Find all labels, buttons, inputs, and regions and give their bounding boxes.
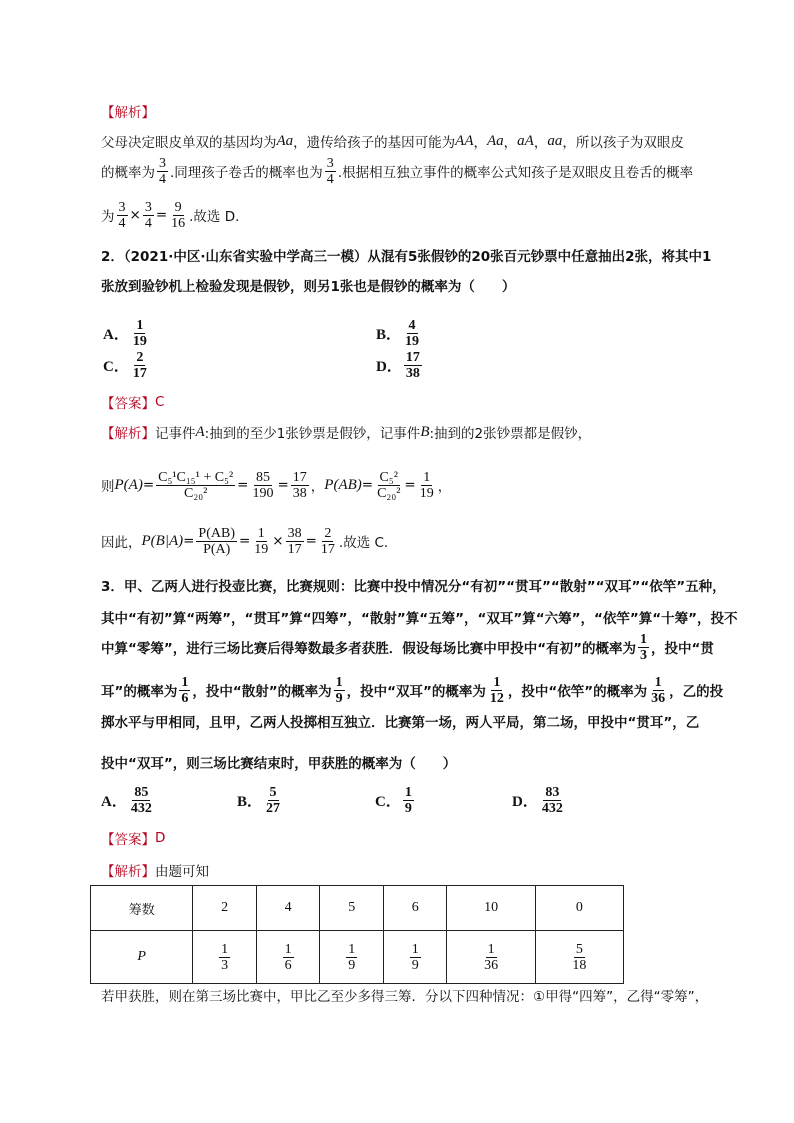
denominator: 27 bbox=[266, 801, 281, 816]
numerator: 38 bbox=[287, 525, 302, 541]
text-line-q2-l1 bbox=[101, 240, 711, 270]
text: 的概率为 bbox=[101, 165, 155, 181]
text-line-q3-l3 bbox=[101, 632, 714, 662]
q3-option-b bbox=[237, 785, 284, 816]
section-label: D bbox=[155, 830, 166, 846]
text: 2．（2021·中区·山东省实验中学高三一模）从混有5张假钞的20张百元钞票中任意抽出2张，将其中1 bbox=[101, 249, 712, 265]
denominator: 19 bbox=[405, 334, 420, 349]
fraction bbox=[143, 200, 154, 231]
fraction bbox=[403, 318, 421, 349]
numerator: 85 bbox=[255, 469, 270, 485]
fraction bbox=[418, 470, 436, 501]
text: 由题可知 bbox=[155, 864, 209, 880]
fraction bbox=[638, 632, 649, 663]
table-cell: 4 bbox=[256, 886, 320, 931]
denominator: 432 bbox=[541, 801, 563, 816]
denominator: 4 bbox=[144, 215, 152, 231]
text: ，所以孩子为双眼皮 bbox=[562, 135, 684, 151]
text: ，投中“双耳”的概率为 bbox=[346, 684, 486, 700]
numerator: 2 bbox=[324, 525, 332, 541]
text: ， bbox=[473, 135, 487, 151]
math-expression: P(AB) bbox=[324, 476, 362, 493]
text: .根据相互独立事件的概率公式知孩子是双眼皮且卷舌的概率 bbox=[337, 165, 694, 181]
text: × bbox=[129, 207, 141, 223]
numerator: 1 bbox=[404, 785, 412, 800]
denominator: 18 bbox=[572, 957, 587, 973]
denominator: 9 bbox=[335, 690, 343, 706]
option-label: C． bbox=[103, 359, 129, 375]
text: ，乙的投 bbox=[669, 684, 724, 700]
denominator: 36 bbox=[484, 957, 499, 973]
text: = bbox=[277, 477, 289, 493]
denominator: 17 bbox=[287, 541, 302, 557]
denominator: 3 bbox=[640, 647, 647, 663]
option-label: A． bbox=[101, 794, 127, 810]
numerator: 1 bbox=[348, 941, 356, 957]
math-expression: P(B|A) bbox=[141, 532, 184, 549]
text: .故选 D. bbox=[189, 209, 240, 225]
denominator: 19 bbox=[254, 541, 269, 557]
text: 张放到验钞机上检验发现是假钞，则另1张也是假钞的概率为（ ） bbox=[101, 279, 516, 295]
numerator: 9 bbox=[174, 199, 182, 215]
text-line-q2-an3 bbox=[101, 526, 388, 556]
fraction bbox=[410, 942, 421, 973]
denominator: 12 bbox=[489, 690, 504, 706]
fraction bbox=[291, 470, 309, 501]
denominator: 9 bbox=[411, 957, 419, 973]
fraction bbox=[325, 156, 336, 187]
denominator: 17 bbox=[320, 541, 335, 557]
text-line-q3-an1 bbox=[101, 855, 209, 885]
fraction bbox=[252, 526, 270, 557]
section-label: 【解析】 bbox=[101, 426, 155, 442]
denominator: 9 bbox=[348, 957, 356, 973]
fraction bbox=[169, 200, 187, 231]
text: ， bbox=[437, 479, 452, 495]
fraction bbox=[219, 942, 230, 973]
numerator: 1 bbox=[136, 318, 144, 333]
section-label: C bbox=[155, 394, 165, 410]
text: = bbox=[404, 477, 416, 493]
text: = bbox=[183, 533, 195, 549]
q2-option-b bbox=[376, 318, 423, 349]
denominator: 9 bbox=[404, 801, 412, 816]
table-cell bbox=[193, 931, 257, 984]
fraction bbox=[250, 470, 275, 501]
numerator: 3 bbox=[144, 199, 152, 215]
math-expression: B bbox=[420, 423, 430, 440]
text: .故选 C. bbox=[338, 535, 389, 551]
math-expression: P(A) bbox=[114, 476, 143, 493]
text-line-q3-l2 bbox=[101, 602, 737, 632]
text: = bbox=[305, 533, 317, 549]
fraction bbox=[346, 942, 357, 973]
section-label: 【解析】 bbox=[101, 105, 155, 121]
text: 为 bbox=[101, 209, 115, 225]
math-expression: aa bbox=[547, 132, 563, 149]
text: 记事件 bbox=[155, 426, 196, 442]
text-line-q3-ans bbox=[101, 823, 165, 853]
numerator: 1 bbox=[181, 674, 189, 690]
section-label: 【答案】 bbox=[101, 396, 155, 412]
denominator: 190 bbox=[252, 485, 274, 501]
fraction bbox=[179, 675, 190, 706]
numerator: 1 bbox=[423, 469, 431, 485]
fraction bbox=[131, 318, 149, 349]
text-line-q3-l1 bbox=[101, 570, 726, 600]
numerator: 3 bbox=[159, 155, 166, 171]
numerator: 2 bbox=[136, 350, 144, 365]
table-row bbox=[91, 886, 624, 931]
numerator: 5 bbox=[269, 785, 277, 800]
fraction bbox=[319, 526, 337, 557]
fraction bbox=[264, 785, 282, 816]
table-row bbox=[91, 931, 624, 984]
denominator: 4 bbox=[159, 171, 166, 187]
text-line-q3-l5 bbox=[101, 706, 699, 736]
q3-option-c bbox=[375, 785, 416, 816]
denominator: 19 bbox=[419, 485, 434, 501]
text: 其中“有初”算“两筹”，“贯耳”算“四筹”，“散射”算“五筹”，“双耳”算“六筹”，“依竿”算“十筹”，投不 bbox=[101, 611, 738, 627]
denominator: 38 bbox=[405, 366, 420, 381]
section-label: 【解析】 bbox=[101, 864, 155, 880]
table-cell: 2 bbox=[193, 886, 257, 931]
fraction bbox=[129, 785, 154, 816]
option-label: D． bbox=[512, 794, 538, 810]
option-label: A． bbox=[103, 327, 129, 343]
q2-option-c bbox=[103, 350, 151, 381]
numerator: 1 bbox=[284, 941, 292, 957]
table-cell bbox=[383, 931, 447, 984]
section-label: 【答案】 bbox=[101, 832, 155, 848]
text: 耳”的概率为 bbox=[101, 684, 178, 700]
denominator: 6 bbox=[284, 957, 292, 973]
text: 若甲获胜，则在第三场比赛中，甲比乙至少多得三筹．分以下四种情况：①甲得“四筹”，乙得“零筹”， bbox=[101, 989, 709, 1005]
text: 中算“零筹”，进行三场比赛后得筹数最多者获胜．假设每场比赛中甲投中“有初”的概率为 bbox=[101, 641, 636, 657]
fraction bbox=[482, 942, 500, 973]
numerator: C₅² bbox=[379, 469, 398, 485]
option-label: B． bbox=[237, 794, 263, 810]
fraction bbox=[570, 942, 588, 973]
fraction bbox=[283, 942, 294, 973]
option-label: C． bbox=[375, 794, 401, 810]
fraction bbox=[488, 675, 506, 706]
text: ， bbox=[503, 135, 518, 151]
denominator: 17 bbox=[132, 366, 147, 381]
text-line-q2-l2 bbox=[101, 270, 515, 300]
text: = bbox=[361, 477, 374, 493]
numerator: P(AB) bbox=[198, 525, 235, 541]
fraction bbox=[117, 200, 128, 231]
text: .同理孩子卷舌的概率也为 bbox=[170, 165, 323, 181]
text-line-a1-l3 bbox=[101, 200, 239, 230]
denominator: 432 bbox=[130, 801, 152, 816]
text: = bbox=[237, 477, 249, 493]
numerator: 17 bbox=[292, 469, 307, 485]
table-header-cell: 筹数 bbox=[91, 886, 193, 931]
denominator: 38 bbox=[292, 485, 307, 501]
text: ，投中“依竿”的概率为 bbox=[507, 684, 648, 700]
denominator: C₂₀² bbox=[377, 485, 401, 501]
table-cell: 10 bbox=[447, 886, 535, 931]
table-cell: 6 bbox=[383, 886, 447, 931]
text: 父母决定眼皮单双的基因均为 bbox=[101, 135, 277, 151]
text: :抽到的2张钞票都是假钞， bbox=[429, 426, 592, 442]
math-expression: Aa bbox=[276, 132, 294, 149]
numerator: 85 bbox=[134, 785, 149, 800]
numerator: 1 bbox=[487, 941, 495, 957]
math-expression: aA bbox=[517, 132, 534, 149]
text: ，投中“散射”的概率为 bbox=[192, 684, 332, 700]
denominator: C₂₀² bbox=[184, 485, 208, 501]
text-line-q3-l4 bbox=[101, 675, 723, 705]
text: 则 bbox=[101, 479, 115, 495]
numerator: 1 bbox=[335, 674, 343, 690]
numerator: C₅¹C₁₅¹ + C₅² bbox=[158, 469, 234, 485]
text: 投中“双耳”，则三场比赛结束时，甲获胜的概率为（ ） bbox=[101, 756, 457, 772]
text: ，遗传给孩子的基因可能为 bbox=[293, 135, 456, 151]
numerator: 3 bbox=[326, 155, 334, 171]
numerator: 4 bbox=[408, 318, 416, 333]
table-cell bbox=[535, 931, 623, 984]
text-line-q3-l6 bbox=[101, 747, 456, 777]
text: ， bbox=[533, 135, 548, 151]
table-header-cell bbox=[91, 931, 193, 984]
math-expression: AA bbox=[455, 132, 474, 149]
text-line-a1-l1 bbox=[101, 126, 684, 156]
row-label: P bbox=[137, 949, 146, 964]
text-line-q3-an2 bbox=[101, 980, 708, 1010]
text-line-q2-an1 bbox=[101, 417, 591, 447]
fraction bbox=[404, 350, 422, 381]
numerator: 1 bbox=[640, 631, 647, 647]
table-cell bbox=[447, 931, 535, 984]
denominator: 36 bbox=[651, 690, 666, 706]
q2-option-a bbox=[103, 318, 151, 349]
text: ， bbox=[310, 479, 325, 495]
text: 掷水平与甲相同，且甲，乙两人投掷相互独立．比赛第一场，两人平局，第二场，甲投中“贯耳”，乙 bbox=[101, 715, 700, 731]
numerator: 1 bbox=[257, 525, 265, 541]
text: = bbox=[142, 477, 155, 493]
text: 3．甲、乙两人进行投壶比赛，比赛规则：比赛中投中情况分“有初”“贯耳”“散射”“双耳”“依竿”五种， bbox=[101, 579, 726, 595]
numerator: 5 bbox=[575, 941, 583, 957]
text: = bbox=[155, 207, 168, 223]
fraction bbox=[131, 350, 149, 381]
option-label: D． bbox=[376, 359, 402, 375]
table-cell bbox=[256, 931, 320, 984]
table-cell bbox=[320, 931, 384, 984]
text-line-a1-l2 bbox=[101, 156, 693, 186]
text-line-q2-ans bbox=[101, 387, 164, 417]
fraction bbox=[156, 470, 235, 501]
numerator: 1 bbox=[411, 941, 419, 957]
denominator: 6 bbox=[181, 690, 189, 706]
text: :抽到的至少1张钞票是假钞，记事件 bbox=[204, 426, 421, 442]
fraction bbox=[375, 470, 402, 501]
denominator: 16 bbox=[171, 215, 186, 231]
text-line-a1-title bbox=[101, 96, 155, 126]
table-cell: 5 bbox=[320, 886, 384, 931]
numerator: 1 bbox=[493, 674, 501, 690]
text-line-q2-an2 bbox=[101, 470, 451, 500]
table-cell: 0 bbox=[535, 886, 623, 931]
math-expression: A bbox=[195, 423, 205, 440]
probability-table bbox=[90, 885, 624, 984]
fraction bbox=[157, 156, 168, 187]
fraction bbox=[649, 675, 667, 706]
q3-option-a bbox=[101, 785, 156, 816]
denominator: 4 bbox=[326, 171, 334, 187]
numerator: 17 bbox=[405, 350, 420, 365]
fraction bbox=[334, 675, 345, 706]
fraction bbox=[540, 785, 565, 816]
denominator: P(A) bbox=[203, 541, 231, 557]
numerator: 1 bbox=[221, 941, 229, 957]
denominator: 3 bbox=[221, 957, 229, 973]
denominator: 19 bbox=[132, 334, 147, 349]
math-expression: Aa bbox=[487, 132, 504, 149]
fraction bbox=[286, 526, 304, 557]
text: 因此， bbox=[101, 535, 142, 551]
numerator: 1 bbox=[654, 674, 662, 690]
text: ，投中“贯 bbox=[651, 641, 714, 657]
q2-option-d bbox=[376, 350, 424, 381]
numerator: 83 bbox=[545, 785, 560, 800]
denominator: 4 bbox=[118, 215, 126, 231]
fraction bbox=[196, 526, 237, 557]
option-label: B． bbox=[376, 327, 402, 343]
fraction bbox=[403, 785, 414, 816]
q3-option-d bbox=[512, 785, 567, 816]
text: × bbox=[272, 533, 284, 549]
numerator: 3 bbox=[118, 199, 126, 215]
text: = bbox=[238, 533, 251, 549]
